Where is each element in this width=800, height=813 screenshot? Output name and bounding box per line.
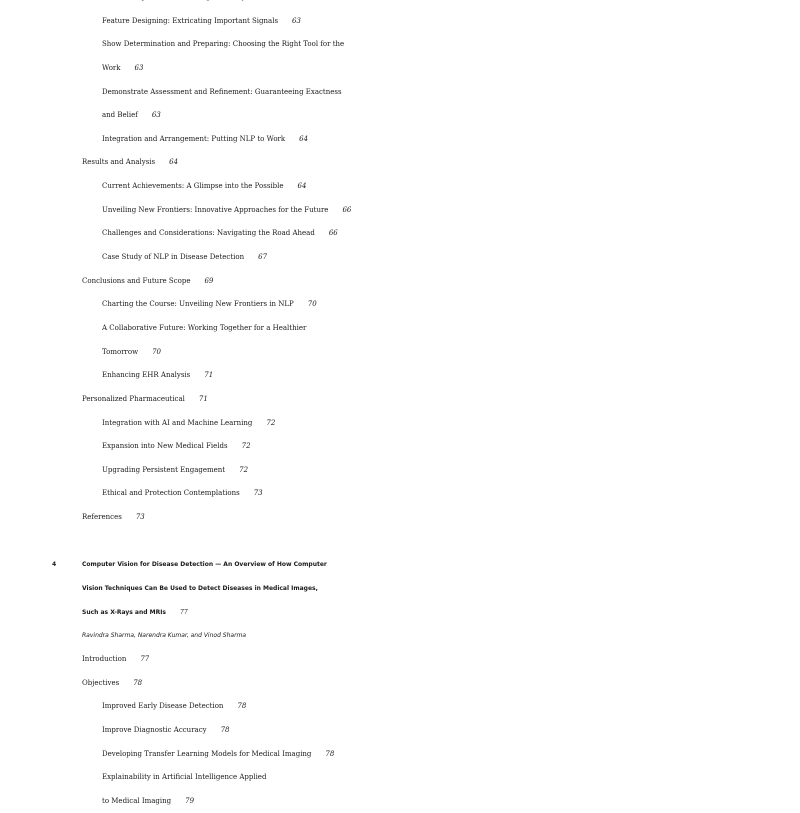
toc-section-text: Introduction: [82, 654, 127, 663]
chapter-title: [0, 601, 800, 625]
toc-entry-text: A Collaborative Future: Working Together for a Healthier: [102, 323, 307, 332]
toc-section: [0, 388, 800, 412]
chapter-title: [0, 553, 800, 577]
toc-entry-text: Ethical and Protection Contemplations: [102, 489, 240, 498]
toc-section-text: Objectives: [82, 678, 120, 687]
toc-section: [0, 648, 800, 672]
toc-page-number: 73: [135, 513, 145, 522]
toc-entry-text: [102, 0, 246, 1]
toc-entry-text: to Medical Imaging: [102, 796, 172, 805]
toc-page-number: 64: [297, 182, 307, 191]
toc-entry-text: and Belief: [102, 111, 138, 120]
toc-entry: [0, 695, 800, 719]
toc-entry: [0, 341, 800, 365]
toc-entry: [0, 412, 800, 436]
toc-entry-text: Charting the Course: Unveiling New Frontiers in NLP: [102, 300, 294, 309]
toc-entry-text: Expansion into New Medical Fields: [102, 442, 228, 451]
toc-entry: [0, 199, 800, 223]
toc-entry: [0, 10, 800, 34]
toc-page-number: 63: [292, 16, 301, 25]
toc-entry: [0, 719, 800, 743]
toc-page-number: 66: [328, 229, 338, 238]
toc-entry: [0, 81, 800, 105]
toc-entry: [0, 766, 800, 790]
toc-entry-text: Enhancing EHR Analysis: [102, 371, 191, 380]
toc-entry-text: Show Determination and Preparing: Choosing the Right Tool for the: [102, 40, 345, 49]
toc-entry: [0, 435, 800, 459]
toc-page-number: 63: [134, 63, 144, 72]
toc-entry: [0, 246, 800, 270]
toc-section-text: References: [82, 513, 122, 522]
toc-page-number: 78: [133, 678, 143, 687]
toc-entry: [0, 459, 800, 483]
chapter-number: 4: [52, 561, 57, 569]
toc-entry: [0, 57, 800, 81]
toc-entry-text: Demonstrate Assessment and Refinement: Guaranteeing Exactness: [102, 87, 342, 96]
chapter-title-line: Vision Techniques Can Be Used to Detect Diseases in Medical Images,: [82, 585, 318, 593]
toc-page-number: 70: [152, 347, 162, 356]
toc-entry-text: Improved Early Disease Detection: [102, 702, 224, 711]
toc-page-number: 73: [253, 489, 263, 498]
toc-section-text: Results and Analysis: [82, 158, 156, 167]
toc-page-number: 72: [241, 442, 251, 451]
toc-entry-text: Unveiling New Frontiers: Innovative Approaches for the Future: [102, 205, 329, 214]
toc-page-number: 78: [220, 725, 230, 734]
toc-section: [0, 270, 800, 294]
toc-entry-text: Integration with AI and Machine Learning: [102, 418, 253, 427]
toc-page-number: 72: [239, 465, 249, 474]
toc-page-number: 78: [325, 749, 335, 758]
chapter-title-line: Computer Vision for Disease Detection — An Overview of How Computer: [82, 561, 327, 569]
toc-section-text: Personalized Pharmaceutical: [82, 394, 185, 403]
toc-page-number: 69: [204, 276, 214, 285]
toc-page-number: [260, 0, 269, 1]
toc-entry: [0, 364, 800, 388]
toc-entry: [0, 222, 800, 246]
section-spacer: [0, 530, 800, 554]
toc-entry: [0, 317, 800, 341]
toc-entry-text: Developing Transfer Learning Models for Medical Imaging: [102, 749, 312, 758]
toc-entry-text: Case Study of NLP in Disease Detection: [102, 253, 245, 262]
toc-entry: [0, 175, 800, 199]
toc-entry-text: Explainability in Artificial Intelligence Applied: [102, 773, 267, 782]
toc-section-text: Conclusions and Future Scope: [82, 276, 191, 285]
chapter-authors-text: Ravindra Sharma, Narendra Kumar, and Vinod Sharma: [82, 632, 247, 640]
toc-section: [0, 672, 800, 696]
toc-page-number: 77: [180, 608, 188, 616]
toc-page-number: 77: [140, 654, 150, 663]
toc-page-number: 67: [258, 253, 268, 262]
toc-page-number: 70: [307, 300, 317, 309]
chapter-title: [0, 577, 800, 601]
chapter-title-line: Such as X-Rays and MRIs: [82, 608, 166, 616]
toc-page-number: 79: [185, 796, 195, 805]
toc-entry-text: Tomorrow: [102, 347, 139, 356]
toc-entry-text: Current Achievements: A Glimpse into the Possible: [102, 182, 284, 191]
toc-page-number: 64: [169, 158, 179, 167]
toc-page-number: 66: [342, 205, 352, 214]
toc-page-number: 64: [299, 134, 309, 143]
toc-entry-text: Work: [102, 63, 121, 72]
toc-entry-text: Feature Designing: Extricating Important Signals: [102, 16, 279, 25]
toc-section: [0, 506, 800, 530]
toc-entry-text: Upgrading Persistent Engagement: [102, 465, 226, 474]
toc-entry: [0, 293, 800, 317]
toc-page-number: 71: [198, 394, 208, 403]
chapter-authors: [0, 624, 800, 648]
toc-entry: [0, 790, 800, 813]
toc-page-number: 71: [204, 371, 214, 380]
toc-page-number: 78: [237, 702, 247, 711]
toc-entry: [0, 128, 800, 152]
toc-entry-text: Integration and Arrangement: Putting NLP to Work: [102, 134, 286, 143]
toc-entry: [0, 482, 800, 506]
toc-entry: [0, 104, 800, 128]
toc-section: [0, 151, 800, 175]
toc-entry: [0, 0, 800, 10]
toc-entry: [0, 743, 800, 767]
toc-entry-text: Improve Diagnostic Accuracy: [102, 725, 207, 734]
toc-page-number: 72: [266, 418, 276, 427]
toc-entry-text: Challenges and Considerations: Navigating the Road Ahead: [102, 229, 315, 238]
toc-page-number: 63: [151, 111, 161, 120]
toc-entry: [0, 33, 800, 57]
